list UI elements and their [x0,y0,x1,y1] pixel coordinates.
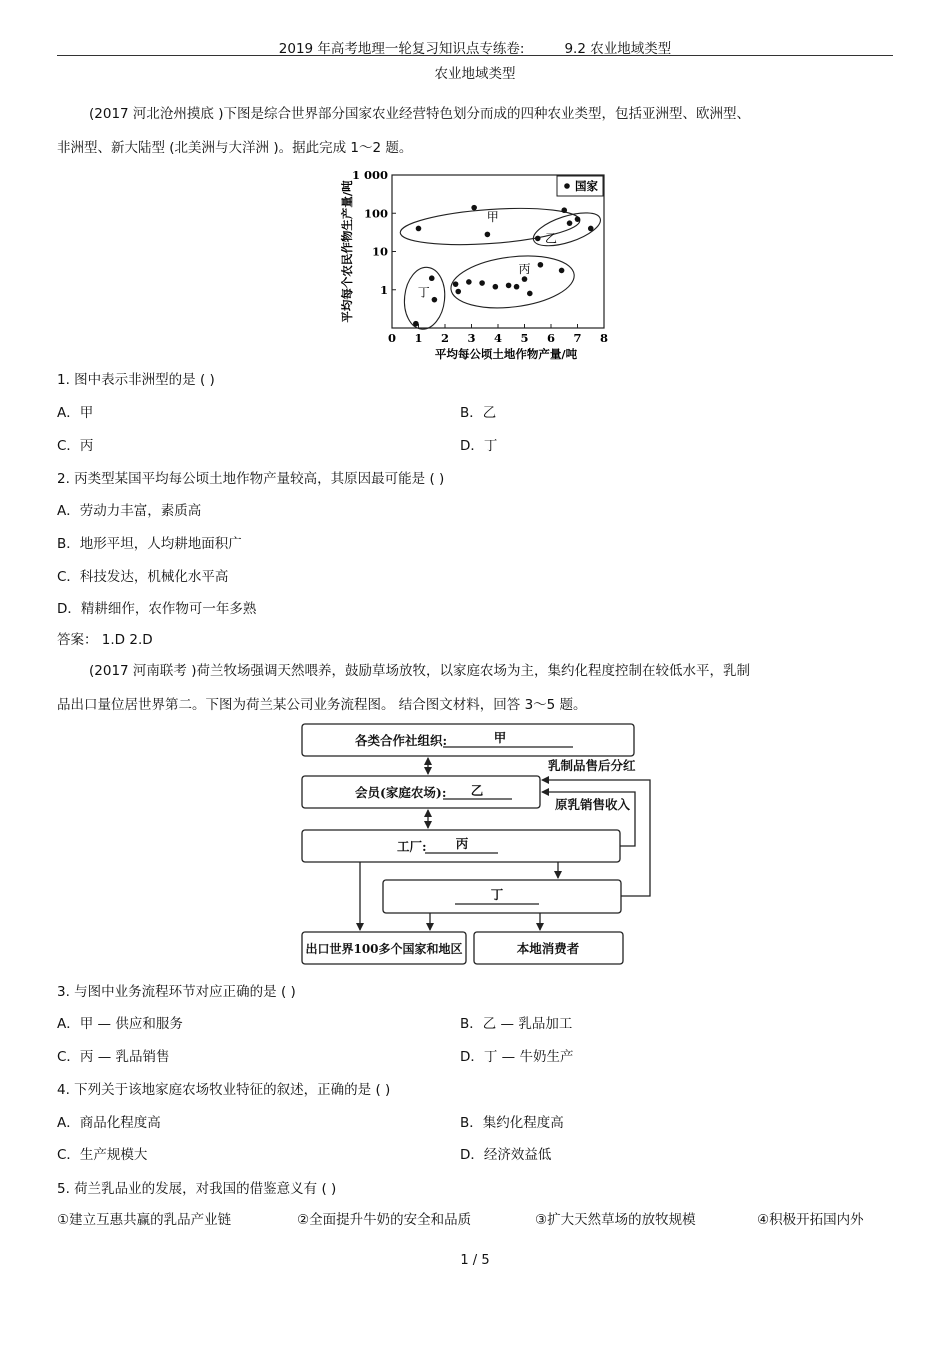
q2-option-c: C．科技发达，机械化水平高 [57,569,229,585]
flow-label-dividend: 乳制品售后分红 [548,758,636,773]
flow-box1-fill: 甲 [493,730,507,745]
data-point [538,262,544,268]
y-tick-label: 1 [379,282,388,297]
data-point [413,321,419,327]
scatter-chart [335,163,625,360]
intro1-line2: 非洲型、新大陆型 (北美洲与大洋洲 )。据此完成 1～2 题。 [57,140,413,156]
data-point [575,216,581,222]
group-label: 丙 [518,261,531,276]
flow-box5-label: 出口世界100多个国家和地区 [305,942,463,956]
q5-stem: 5. 荷兰乳品业的发展，对我国的借鉴意义有 ( ) [57,1181,337,1197]
q1-stem: 1. 图中表示非洲型的是 ( ) [57,372,215,388]
q2-option-d: D．精耕细作，农作物可一年多熟 [57,601,257,617]
data-point [506,283,512,289]
q1-option-c: C．丙 [57,438,94,454]
data-point [432,297,438,303]
x-tick-label: 0 [387,331,397,345]
q5-option-4: ④积极开拓国内外 [757,1212,864,1228]
x-tick-label: 3 [467,331,476,345]
x-tick-label: 7 [573,331,582,345]
section-title: 农业地域类型 [434,66,516,82]
data-point [429,275,435,281]
data-point [466,279,472,285]
data-point [471,205,477,211]
q3-option-b: B．乙 — 乳品加工 [460,1016,573,1032]
group-label: 丁 [417,285,430,300]
q4-option-c: C．生产规模大 [57,1147,148,1163]
x-tick-label: 4 [493,331,503,345]
page-header [0,37,950,57]
q4-option-d: D．经济效益低 [460,1147,552,1163]
data-point [453,281,459,287]
q4-option-b: B．集约化程度高 [460,1115,564,1131]
q3-option-d: D．丁 — 牛奶生产 [460,1049,574,1065]
q2-option-a: A．劳动力丰富，素质高 [57,503,202,519]
data-point [514,284,520,290]
q4-option-a: A．商品化程度高 [57,1115,161,1131]
flow-box6-label: 本地消费者 [516,941,580,956]
flow-label-income: 原乳销售收入 [555,797,631,812]
data-point [535,236,541,242]
flow-box3-fill: 丙 [455,836,469,851]
y-tick-label: 1 000 [351,168,388,182]
data-point [455,289,461,295]
data-point [485,232,491,238]
y-tick-label: 100 [363,206,388,221]
q1-option-d: D．丁 [460,438,498,454]
x-tick-label: 6 [546,331,556,345]
data-point [522,276,528,282]
q3-option-a: A．甲 — 供应和服务 [57,1016,183,1032]
x-axis-label: 平均每公顷土地作物产量/吨 [434,347,578,360]
legend-marker [564,183,570,189]
x-tick-label: 1 [414,331,423,345]
flow-box2-fill: 乙 [470,783,484,798]
data-point [567,220,573,226]
flow-diagram [295,718,665,973]
group-label: 乙 [544,231,558,246]
intro-paragraph-2 [57,654,887,722]
y-axis-label: 平均每个农民作物生产量/吨 [340,180,354,323]
flow-box2-label: 会员(家庭农场): [355,785,447,800]
flow-box4-fill: 丁 [490,887,504,902]
group-label: 甲 [486,209,499,224]
data-point [559,268,565,274]
x-tick-label: 2 [440,331,450,345]
q2-stem: 2. 丙类型某国平均每公顷土地作物产量较高，其原因最可能是 ( ) [57,471,445,487]
q3-stem: 3. 与图中业务流程环节对应正确的是 ( ) [57,984,296,1000]
intro1-line1: (2017 河北沧州摸底 )下图是综合世界部分国家农业经营特色划分而成的四种农业类型，包括亚洲型、欧洲型、 [89,106,750,122]
flow-box3-label: 工厂: [397,839,427,854]
q1-option-a: A．甲 [57,405,94,421]
q2-option-b: B．地形平坦，人均耕地面积广 [57,536,242,552]
data-point [588,226,594,232]
chart-frame [392,175,604,328]
data-point [416,226,422,232]
flow-box-cooperatives [302,724,634,756]
y-tick-label: 10 [371,244,388,259]
intro2-line2: 品出口量位居世界第二。下图为荷兰某公司业务流程图。 结合图文材料，回答 3～5 题。 [57,697,587,713]
chart-plot [340,168,608,360]
intro-paragraph-1 [57,97,887,165]
legend-label: 国家 [575,179,598,193]
page-number: 1 / 5 [460,1253,490,1268]
data-point [561,207,567,213]
flow-box1-label: 各类合作社组织: [355,733,448,748]
q5-option-1: ①建立互惠共赢的乳品产业链 [57,1212,232,1228]
x-tick-label: 8 [599,331,609,345]
q4-stem: 4. 下列关于该地家庭农场牧业特征的叙述，正确的是 ( ) [57,1082,391,1098]
q3-option-c: C．丙 — 乳品销售 [57,1049,170,1065]
q5-option-2: ②全面提升牛奶的安全和品质 [297,1212,472,1228]
intro2-line1: (2017 河南联考 )荷兰牧场强调天然喂养，鼓励草场放牧，以家庭农场为主，集约化程度控制在较低水平，乳制 [89,663,750,679]
data-point [527,291,533,297]
q5-option-3: ③扩大天然草场的放牧规模 [535,1212,696,1228]
q1-option-b: B．乙 [460,405,497,421]
header-rule [57,55,893,56]
data-point [493,284,499,290]
header-right: 9.2 农业地域类型 [564,41,672,57]
answer-1-2: 答案： 1.D 2.D [57,632,153,648]
data-point [479,280,485,286]
x-tick-label: 5 [520,331,529,345]
header-left: 2019 年高考地理一轮复习知识点专练卷: [278,41,525,57]
